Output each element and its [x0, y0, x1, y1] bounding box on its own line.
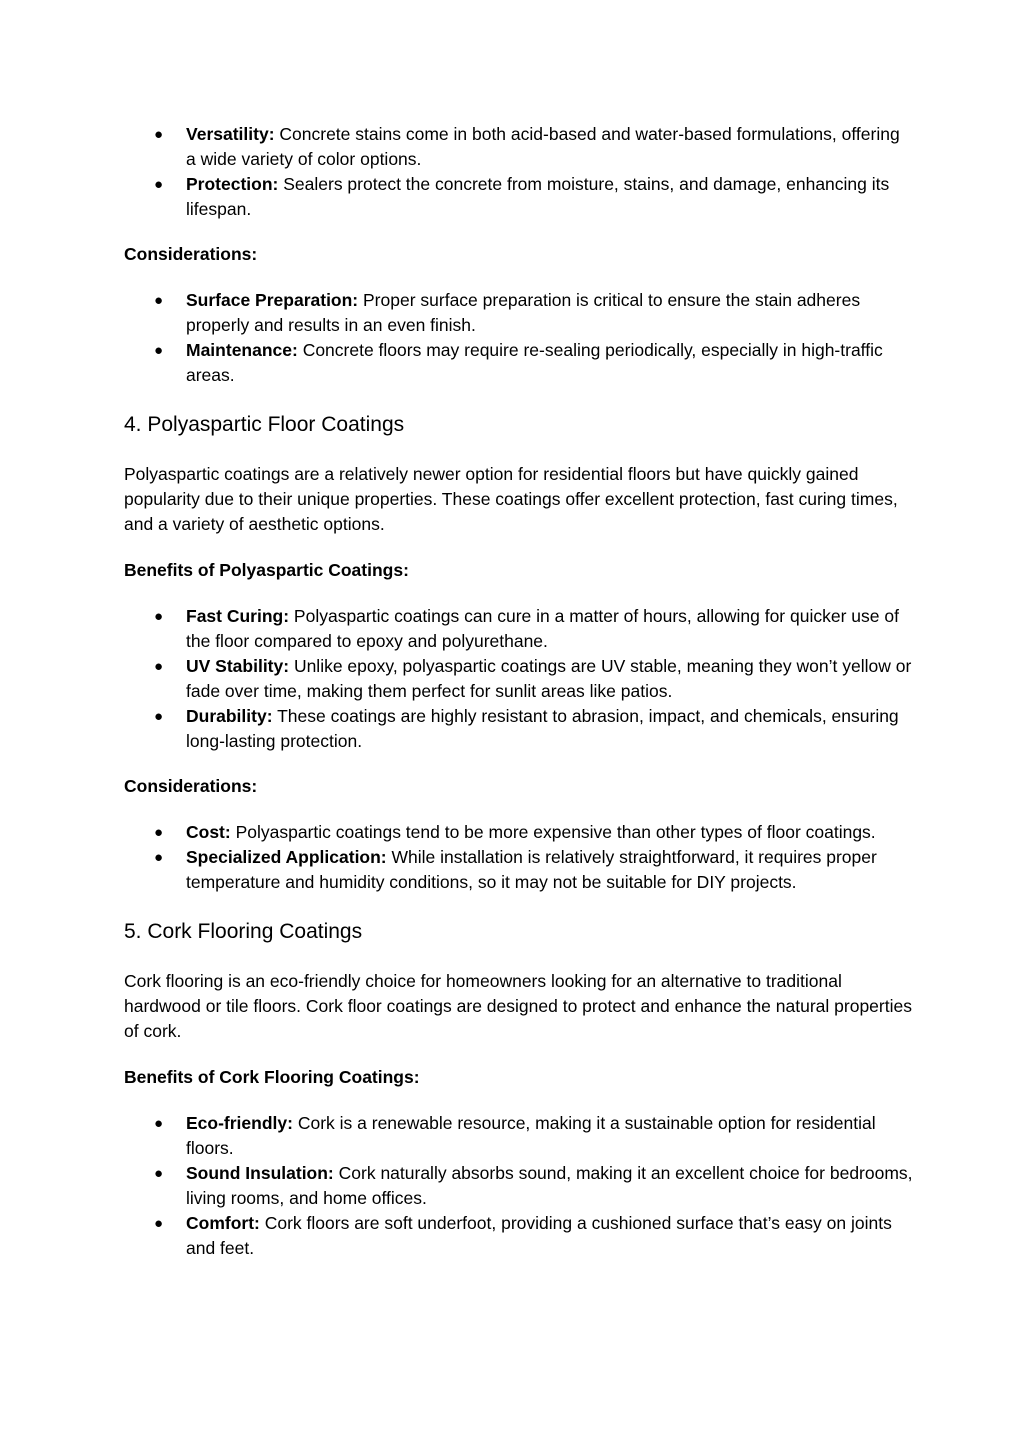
- list-item-text: Polyaspartic coatings tend to be more expensive than other types of floor coatings.: [230, 822, 876, 842]
- list-item: [124, 338, 914, 388]
- bullet-icon: ●: [154, 1165, 164, 1182]
- polyaspartic-considerations-list: [124, 820, 914, 895]
- list-item-term: Protection:: [186, 174, 279, 194]
- list-item-term: Eco-friendly:: [186, 1113, 293, 1133]
- list-item-text: While installation is relatively straightforward, it requires proper temperature and humidity conditions, so it may not be suitable for DIY projects.: [186, 847, 877, 892]
- list-item-text: These coatings are highly resistant to abrasion, impact, and chemicals, ensuring long-lasting protection.: [186, 706, 899, 751]
- list-item-text: Unlike epoxy, polyaspartic coatings are UV stable, meaning they won’t yellow or fade over time, making them perfect for sunlit areas like patios.: [186, 656, 912, 701]
- bullet-icon: ●: [154, 608, 164, 625]
- list-item: [124, 122, 914, 172]
- bullet-icon: ●: [154, 1115, 164, 1132]
- list-item-term: Sound Insulation:: [186, 1163, 334, 1183]
- list-item-text: Cork floors are soft underfoot, providing a cushioned surface that’s easy on joints and feet.: [186, 1213, 892, 1258]
- bullet-icon: ●: [154, 342, 164, 359]
- list-item: [124, 1111, 914, 1161]
- concrete-benefits-list: [124, 122, 914, 222]
- bullet-icon: ●: [154, 292, 164, 309]
- section-5-benefits-heading: Benefits of Cork Flooring Coatings:: [124, 1067, 420, 1087]
- list-item-text: Polyaspartic coatings can cure in a matter of hours, allowing for quicker use of the floor compared to epoxy and polyurethane.: [186, 606, 899, 651]
- list-item-text: Cork naturally absorbs sound, making it an excellent choice for bedrooms, living rooms, and home offices.: [186, 1163, 913, 1208]
- list-item-term: Versatility:: [186, 124, 275, 144]
- list-item-term: Durability:: [186, 706, 273, 726]
- bullet-icon: ●: [154, 1215, 164, 1232]
- list-item-term: Fast Curing:: [186, 606, 290, 626]
- list-item: [124, 1161, 914, 1211]
- section-4-considerations-heading: Considerations:: [124, 776, 258, 796]
- list-item-term: Specialized Application:: [186, 847, 387, 867]
- list-item-text: Cork is a renewable resource, making it a sustainable option for residential floors.: [186, 1113, 876, 1158]
- section-5-title: 5. Cork Flooring Coatings: [124, 920, 363, 943]
- list-item-term: UV Stability:: [186, 656, 290, 676]
- list-item: [124, 1211, 914, 1261]
- list-item: [124, 604, 914, 654]
- bullet-icon: ●: [154, 658, 164, 675]
- bullet-icon: ●: [154, 176, 164, 193]
- concrete-considerations-list: [124, 288, 914, 388]
- section-4-benefits-heading: Benefits of Polyaspartic Coatings:: [124, 560, 409, 580]
- list-item: [124, 288, 914, 338]
- list-item-text: Proper surface preparation is critical to ensure the stain adheres properly and results in an even finish.: [186, 290, 861, 335]
- list-item: [124, 845, 914, 895]
- bullet-icon: ●: [154, 824, 164, 841]
- section-5-intro: Cork flooring is an eco-friendly choice for homeowners looking for an alternative to traditional hardwood or tile floors. Cork floor coatings are designed to protect and enhance the natural properties of cork.: [124, 971, 912, 1041]
- polyaspartic-benefits-list: [124, 604, 914, 754]
- considerations-heading-1: Considerations:: [124, 244, 258, 264]
- list-item-term: Surface Preparation:: [186, 290, 359, 310]
- section-4-title: 4. Polyaspartic Floor Coatings: [124, 413, 405, 436]
- list-item: [124, 704, 914, 754]
- list-item-text: Sealers protect the concrete from moisture, stains, and damage, enhancing its lifespan.: [186, 174, 890, 219]
- bullet-icon: ●: [154, 849, 164, 866]
- list-item-text: Concrete floors may require re-sealing periodically, especially in high-traffic areas.: [186, 340, 883, 385]
- document-page: [124, 122, 914, 1261]
- bullet-icon: ●: [154, 708, 164, 725]
- list-item: [124, 172, 914, 222]
- list-item: [124, 654, 914, 704]
- cork-benefits-list: [124, 1111, 914, 1261]
- list-item-term: Comfort:: [186, 1213, 260, 1233]
- bullet-icon: ●: [154, 126, 164, 143]
- section-4-intro: Polyaspartic coatings are a relatively newer option for residential floors but have quickly gained popularity due to their unique properties. These coatings offer excellent protection, fast curing times, and a variety of aesthetic options.: [124, 464, 898, 534]
- list-item-term: Maintenance:: [186, 340, 298, 360]
- list-item-term: Cost:: [186, 822, 231, 842]
- list-item-text: Concrete stains come in both acid-based and water-based formulations, offering a wide variety of color options.: [186, 124, 900, 169]
- list-item: [124, 820, 914, 845]
